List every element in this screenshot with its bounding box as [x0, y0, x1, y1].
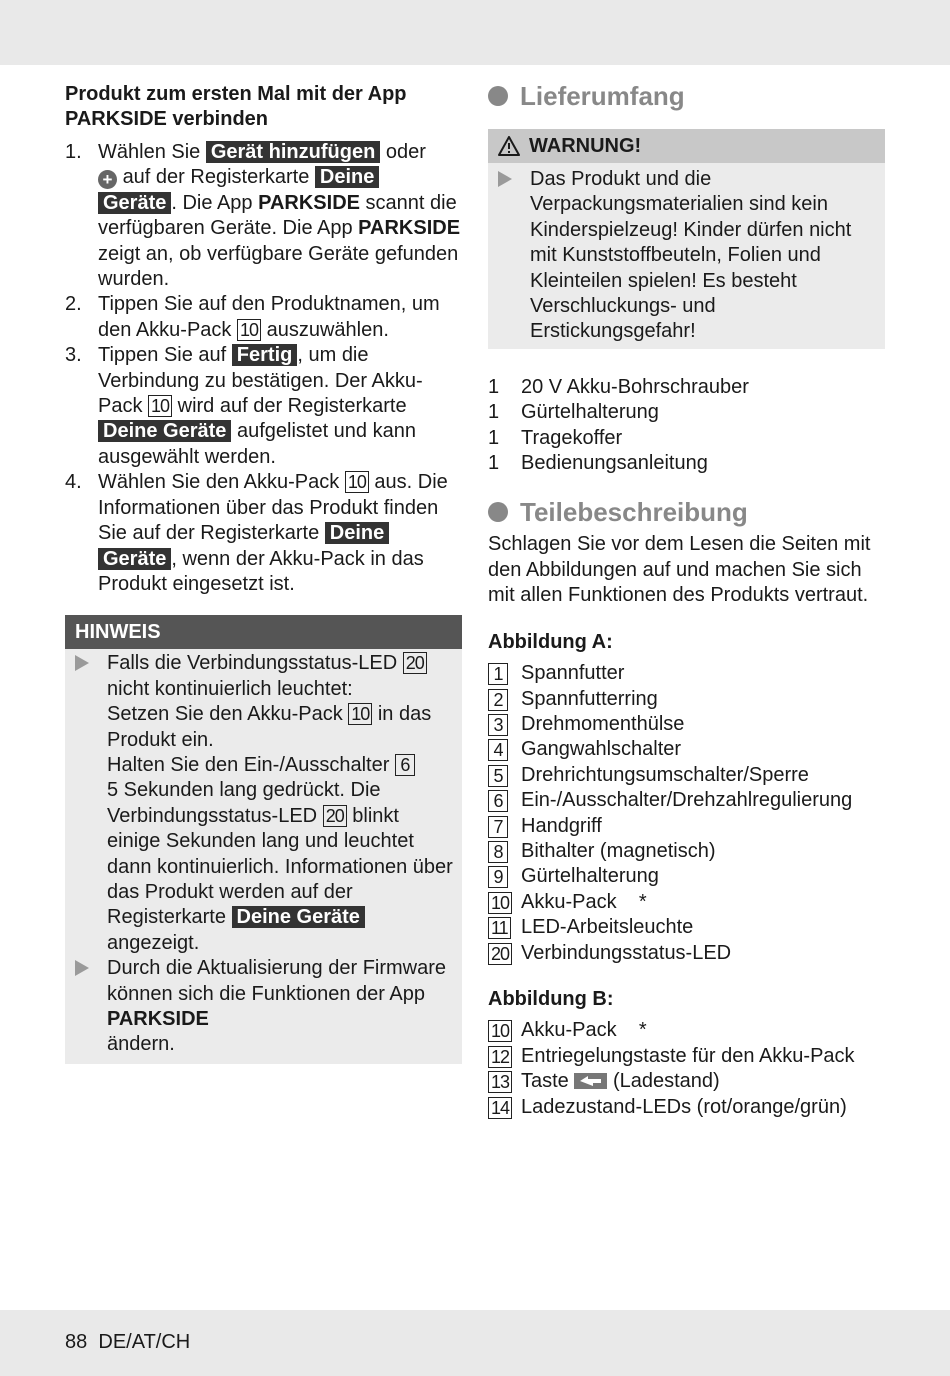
section-bullet-icon: [488, 502, 508, 522]
note-box: [65, 615, 462, 1064]
scope-section-title: Lieferumfang: [488, 80, 885, 112]
list-item: 11 LED-Arbeitsleuchte: [488, 915, 885, 940]
ui-label-add-device: Gerät hinzufügen: [206, 141, 380, 163]
list-item: 20 Verbindungsstatus-LED: [488, 941, 885, 966]
figure-b-parts: [488, 1018, 885, 1120]
list-item: 9 Gürtelhalterung: [488, 864, 885, 889]
warning-text: Das Produkt und die Verpackungsmaterialien sind kein Kinderspielzeug! Kinder dürfen nicht mit Kunststoffbeuteln, Folien und Kleinteilen spielen! Es besteht Verschluckungs- und Erstickungsgefahr!: [488, 163, 885, 349]
list-item: 8 Bithalter (magnetisch): [488, 839, 885, 864]
list-item: 1 Bedienungsanleitung: [488, 452, 708, 475]
list-item: 10 Akku-Pack *: [488, 890, 885, 915]
list-item: 1 Gürtelhalterung: [488, 401, 659, 424]
part-ref: 10: [148, 395, 172, 417]
list-item: 13 Taste (Ladestand): [488, 1069, 885, 1094]
part-ref: 10: [237, 319, 261, 341]
connect-heading: Produkt zum ersten Mal mit der App PARKSIDE verbinden: [65, 83, 407, 130]
warning-title: WARNUNG!: [488, 129, 885, 163]
charge-level-icon: [574, 1073, 607, 1089]
right-column: [488, 80, 885, 1120]
triangle-bullet-icon: [75, 960, 89, 976]
step-4: 4. Wählen Sie den Akku-Pack 10 aus. Die Informationen über das Produkt finden Sie auf der Registerkarte Deine Geräte , wenn der Akku-Pack in das Produkt eingesetzt ist.: [65, 471, 448, 595]
list-item: 10 Akku-Pack *: [488, 1018, 885, 1043]
note-item-1: Falls die Verbindungsstatus-LED 20 nicht kontinuierlich leuchtet: Setzen Sie den Akku-Pack 10 in das Produkt ein. Halten Sie den Ein-/Ausschalter 6 5 Sekunden lang gedrückt. Die Verbindungsstatus-LED 20 blinkt einige Sekunden lang und leuchtet dann kontinuierlich. Informationen über das Produkt werden auf der Registerkarte Deine Geräte angezeigt.: [65, 651, 462, 956]
list-item: 6 Ein-/Ausschalter/Drehzahlregulierung: [488, 788, 885, 813]
triangle-bullet-icon: [498, 171, 512, 187]
triangle-bullet-icon: [75, 655, 89, 671]
parts-intro: Schlagen Sie vor dem Lesen die Seiten mit den Abbildungen auf und machen Sie sich mit allen Funktionen des Produkts vertraut.: [488, 533, 871, 607]
part-ref: 10: [345, 471, 369, 493]
note-title: HINWEIS: [65, 615, 462, 649]
ui-label-done: Fertig: [232, 344, 298, 366]
step-1: 1. Wählen Sie Gerät hinzufügen oder + auf der Registerkarte Deine Geräte . Die App PARKSIDE scannt die verfügbaren Geräte. Die App PARKSIDE zeigt an, ob verfügbare Geräte gefunden wurden.: [65, 141, 461, 291]
list-item: 1 Spannfutter: [488, 661, 885, 686]
section-bullet-icon: [488, 86, 508, 106]
list-item: 5 Drehrichtungsumschalter/Sperre: [488, 763, 885, 788]
list-item: 1 Tragekoffer: [488, 426, 623, 449]
left-column: [65, 80, 462, 1064]
figure-a-label: Abbildung A:: [488, 630, 613, 653]
parts-section-title: Teilebeschreibung: [488, 496, 885, 528]
list-item: 1 20 V Akku-Bohrschrauber: [488, 375, 749, 398]
list-item: 2 Spannfutterring: [488, 687, 885, 712]
list-item: 4 Gangwahlschalter: [488, 737, 885, 762]
figure-b-label: Abbildung B:: [488, 987, 614, 1010]
note-item-2: Durch die Aktualisierung der Firmware können sich die Funktionen der App PARKSIDE ändern.: [65, 956, 462, 1058]
plus-circle-icon: +: [98, 170, 117, 189]
list-item: 7 Handgriff: [488, 814, 885, 839]
list-item: 3 Drehmomenthülse: [488, 712, 885, 737]
connect-steps: [65, 140, 462, 597]
figure-a-parts: [488, 661, 885, 966]
list-item: 14 Ladezustand-LEDs (rot/orange/grün): [488, 1095, 885, 1120]
step-2: 2. Tippen Sie auf den Produktnamen, um den Akku-Pack 10 auszuwählen.: [65, 293, 440, 341]
page-footer: [65, 1330, 190, 1355]
warning-triangle-icon: [498, 136, 520, 156]
scope-list: [488, 375, 885, 477]
header-band: [0, 0, 950, 65]
region-label: DE/AT/CH: [98, 1331, 191, 1353]
step-3: 3. Tippen Sie auf Fertig , um die Verbindung zu bestätigen. Der Akku-Pack 10 wird auf der Registerkarte Deine Geräte aufgelistet und kann ausgewählt werden.: [65, 344, 423, 468]
list-item: 12 Entriegelungstaste für den Akku-Pack: [488, 1044, 885, 1069]
page-number: 88: [65, 1331, 88, 1353]
warning-box: [488, 129, 885, 349]
